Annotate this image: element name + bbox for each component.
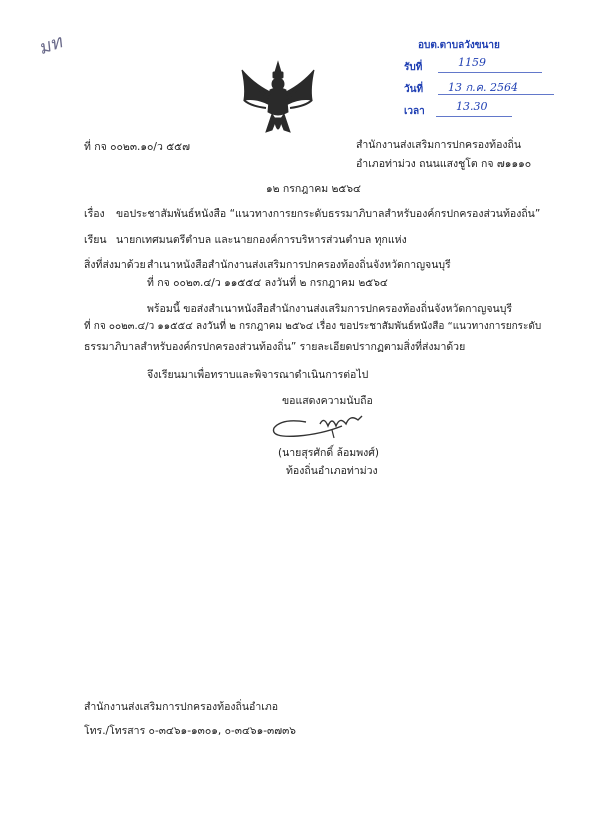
body-paragraph-1-line-2: ที่ กจ ๐๐๒๓.๔/ว ๑๑๕๕๔ ลงวันที่ ๒ กรกฎาคม ๒๕๖๔ เรื่อง ขอประชาสัมพันธ์หนังสือ “แนวทางการยกระดับ (84, 321, 542, 332)
letter-date: ๑๒ กรกฎาคม ๒๕๖๔ (266, 183, 361, 195)
to-text: นายกเทศมนตรีตำบล และนายกองค์การบริหารส่วนตำบล ทุกแห่ง (116, 234, 407, 246)
enclosure-label: สิ่งที่ส่งมาด้วย (84, 259, 146, 271)
stamp-recv-value: 1159 (458, 56, 486, 69)
corner-handwritten-note: มท (35, 31, 65, 60)
stamp-time-value: 13.30 (456, 100, 488, 113)
garuda-emblem (238, 60, 318, 142)
enclosure-line-2: ที่ กจ ๐๐๒๓.๔/ว ๑๑๕๕๔ ลงวันที่ ๒ กรกฎาคม ๒๕๖๔ (147, 277, 388, 289)
closing-phrase: ขอแสดงความนับถือ (282, 395, 373, 407)
footer-phone: โทร./โทรสาร ๐-๓๔๖๑-๑๓๐๑, ๐-๓๔๖๑-๓๗๓๖ (84, 725, 296, 737)
subject-text: ขอประชาสัมพันธ์หนังสือ “แนวทางการยกระดับธรรมาภิบาลสำหรับองค์กรปกครองส่วนท้องถิ่น” (116, 208, 541, 220)
body-paragraph-1-line-1: พร้อมนี้ ขอส่งสำเนาหนังสือสำนักงานส่งเสริมการปกครองท้องถิ่นจังหวัดกาญจนบุรี (147, 303, 513, 315)
stamp-org: อบต.ตาบลวังขนาย (418, 40, 500, 51)
signatory-name: (นายสุรศักดิ์ ล้อมพงศ์) (278, 447, 380, 459)
stamp-date-label: วันที่ (404, 84, 424, 95)
receiving-stamp (396, 36, 556, 122)
footer-office: สำนักงานส่งเสริมการปกครองท้องถิ่นอำเภอ (84, 701, 279, 713)
stamp-recv-label: รับที่ (404, 62, 423, 73)
issuing-office: สำนักงานส่งเสริมการปกครองท้องถิ่น (356, 139, 522, 151)
reference-number: ที่ กจ ๐๐๒๓.๑๐/ว ๕๕๗ (84, 141, 190, 153)
enclosure-line-1: สำเนาหนังสือสำนักงานส่งเสริมการปกครองท้องถิ่นจังหวัดกาญจนบุรี (147, 259, 451, 271)
subject-label: เรื่อง (84, 208, 105, 220)
body-paragraph-1-line-3: ธรรมาภิบาลสำหรับองค์กรปกครองส่วนท้องถิ่น” รายละเอียดปรากฏตามสิ่งที่ส่งมาด้วย (84, 341, 466, 353)
stamp-date-value: 13 ก.ค. 2564 (448, 81, 518, 94)
to-label: เรียน (84, 234, 107, 246)
office-address: อำเภอท่าม่วง ถนนแสงชูโต กจ ๗๑๑๑๐ (356, 158, 532, 170)
signatory-position: ท้องถิ่นอำเภอท่าม่วง (286, 465, 378, 477)
handwritten-signature (262, 404, 382, 444)
body-paragraph-2: จึงเรียนมาเพื่อทราบและพิจารณาดำเนินการต่อไป (147, 369, 369, 381)
stamp-time-label: เวลา (404, 106, 425, 117)
